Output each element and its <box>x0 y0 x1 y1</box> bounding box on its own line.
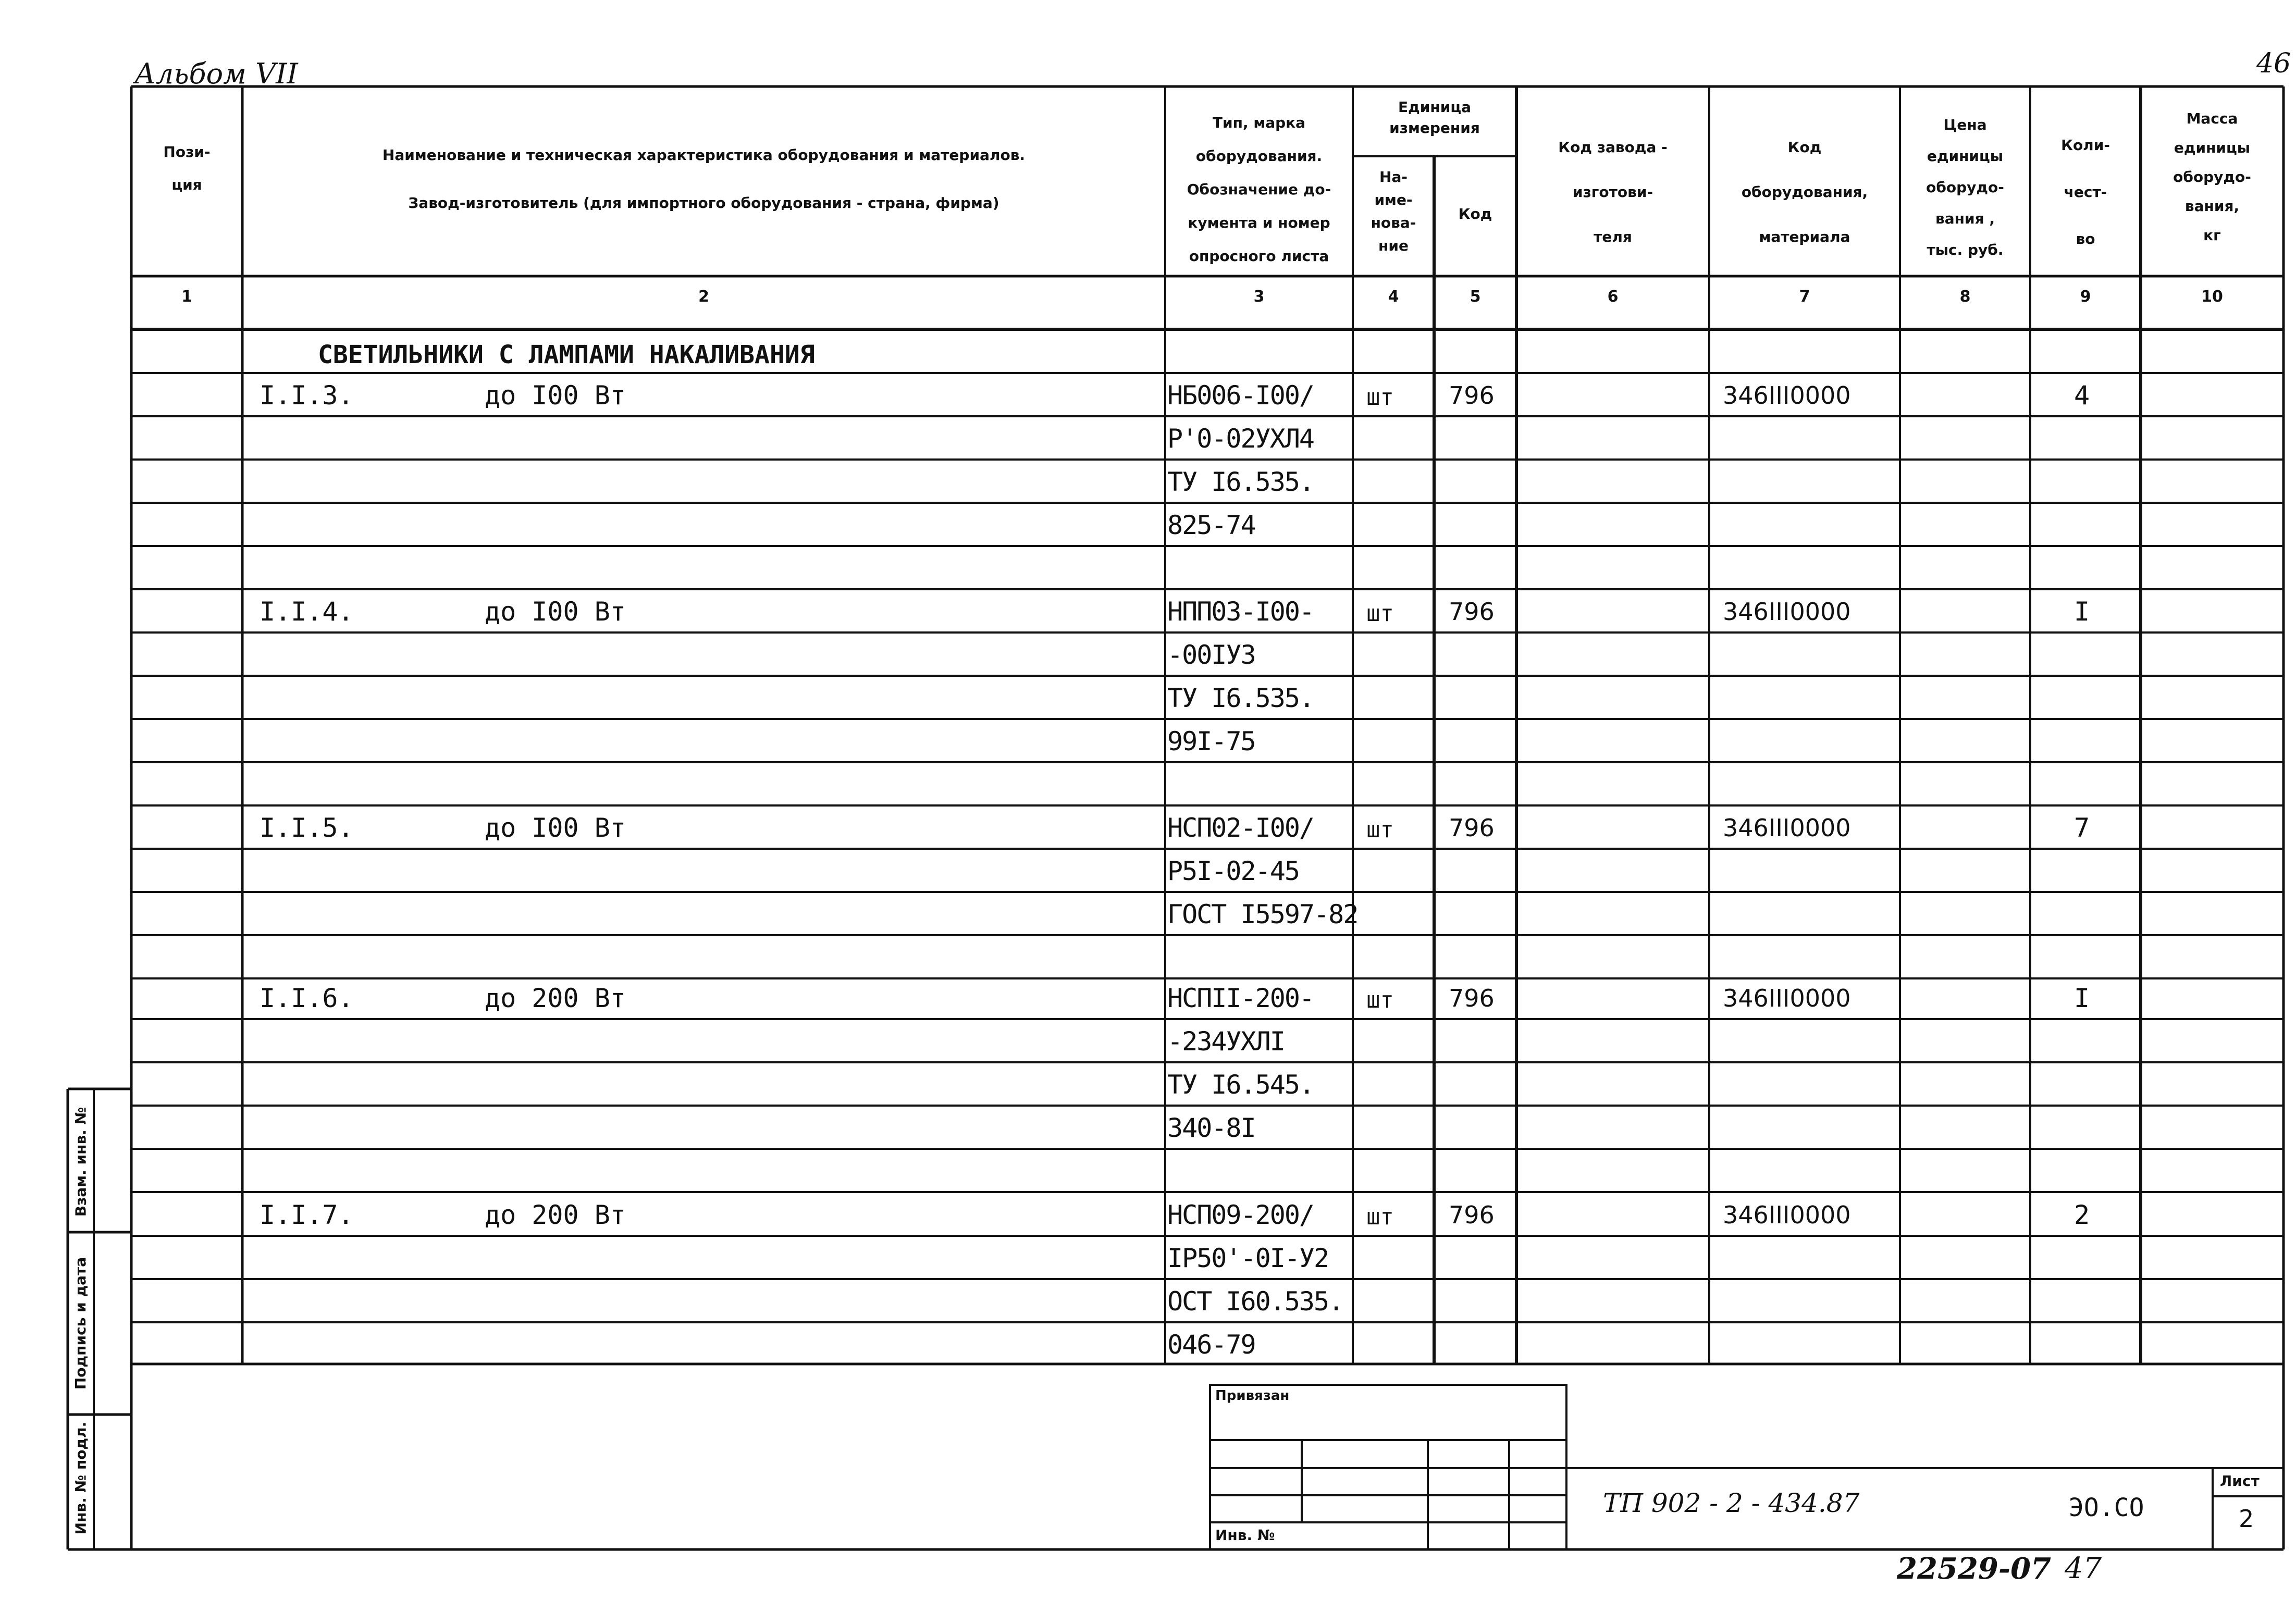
header-text: Код завода - <box>1558 139 1668 156</box>
column-number: 6 <box>1607 288 1619 306</box>
column-number: 5 <box>1470 288 1481 306</box>
item-type-line: 340-8I <box>1167 1113 1255 1143</box>
item-type-line: НСП09-200/ <box>1167 1200 1314 1230</box>
header-text: ция <box>171 176 202 193</box>
item-type-line: 99I-75 <box>1167 726 1255 756</box>
item-position: I.I.3. <box>260 380 354 411</box>
item-type-line: ТУ I6.545. <box>1167 1070 1314 1100</box>
header-text: нова- <box>1371 214 1416 231</box>
item-name: до I00 Вт <box>485 813 626 843</box>
item-type-line: НСПII-200- <box>1167 983 1314 1013</box>
item-name: до 200 Вт <box>485 1200 626 1230</box>
item-quantity: I <box>2074 983 2090 1013</box>
header-text: оборудования. <box>1195 147 1323 165</box>
item-unit: шт <box>1366 987 1394 1013</box>
stamp-inv-no: Инв. № <box>1215 1527 1275 1544</box>
header-text: име- <box>1374 191 1413 208</box>
album-label: Альбом VII <box>134 57 298 90</box>
item-unit: шт <box>1366 600 1394 627</box>
header-text: ние <box>1378 237 1409 254</box>
item-name: до 200 Вт <box>485 983 626 1013</box>
column-number: 8 <box>1959 288 1971 306</box>
stamp-attached: Привязан <box>1215 1388 1290 1404</box>
item-type-line: ГОСТ I5597-82 <box>1167 899 1358 929</box>
column-number: 10 <box>2201 288 2223 306</box>
header-text: Тип, марка <box>1212 114 1306 131</box>
header-text: единицы <box>1927 147 2004 165</box>
item-quantity: I <box>2074 597 2090 627</box>
header-unit-code: Код <box>1458 205 1492 222</box>
item-equipment-code: 346III0000 <box>1723 814 1851 842</box>
side-label-replace-inv: Взам. инв. № <box>72 1107 90 1217</box>
archive-number: 22529-07 <box>1897 1552 2051 1586</box>
item-type-line: Р5I-02-45 <box>1167 856 1299 886</box>
header-text: Пози- <box>163 143 211 160</box>
item-quantity: 2 <box>2074 1200 2090 1230</box>
side-label-signature-date: Подпись и дата <box>72 1257 89 1390</box>
header-text: Масса <box>2186 110 2238 127</box>
header-text: материала <box>1759 228 1850 245</box>
item-equipment-code: 346III0000 <box>1723 381 1851 410</box>
header-text: Обозначение до- <box>1187 181 1331 198</box>
column-number: 1 <box>181 288 192 306</box>
archive-page: 47 <box>2065 1552 2102 1585</box>
header-text: тыс. руб. <box>1927 241 2004 258</box>
item-type-line: НСП02-I00/ <box>1167 813 1314 843</box>
item-quantity: 7 <box>2074 813 2090 843</box>
header-text: Код <box>1787 139 1822 156</box>
item-position: I.I.6. <box>260 983 354 1013</box>
sheet-number: 2 <box>2239 1505 2254 1533</box>
column-number: 4 <box>1388 288 1399 306</box>
header-text: Единица <box>1398 98 1471 116</box>
header-text: вания, <box>2184 197 2240 215</box>
item-type-line: НБ006-I00/ <box>1167 380 1314 411</box>
header-text: Наименование и техническая характеристика оборудования и материалов. <box>382 146 1026 164</box>
header-text: теля <box>1594 228 1632 245</box>
header-text: вания , <box>1935 210 1995 227</box>
item-position: I.I.5. <box>260 813 354 843</box>
item-unit: шт <box>1366 1204 1394 1230</box>
column-number: 9 <box>2080 288 2091 306</box>
header-text: На- <box>1379 168 1408 185</box>
item-unit-code: 796 <box>1449 381 1495 410</box>
header-text: чест- <box>2064 183 2107 201</box>
item-type-line: -234УХЛI <box>1167 1026 1285 1057</box>
item-position: I.I.7. <box>260 1200 354 1230</box>
item-type-line: -00IУ3 <box>1167 640 1255 670</box>
section-code: ЭО.СО <box>2069 1493 2144 1522</box>
item-unit: шт <box>1366 384 1394 411</box>
item-type-line: ОСТ I60.535. <box>1167 1286 1343 1317</box>
header-text: изготови- <box>1572 183 1653 201</box>
header-text: Коли- <box>2061 137 2110 154</box>
header-text: Цена <box>1943 116 1987 133</box>
sheet-label: Лист <box>2220 1472 2260 1490</box>
item-type-line: НПП03-I00- <box>1167 597 1314 627</box>
item-type-line: IP50'-0I-У2 <box>1167 1243 1329 1273</box>
item-name: до I00 Вт <box>485 380 626 411</box>
header-text: оборудования, <box>1741 183 1868 201</box>
page-number: 46 <box>2256 48 2291 79</box>
header-text: измерения <box>1389 119 1480 137</box>
item-position: I.I.4. <box>260 597 354 627</box>
item-unit-code: 796 <box>1449 598 1495 626</box>
column-number: 7 <box>1799 288 1810 306</box>
document-code: ТП 902 - 2 - 434.87 <box>1603 1488 1860 1518</box>
column-number: 3 <box>1253 288 1265 306</box>
item-equipment-code: 346III0000 <box>1723 984 1851 1012</box>
header-text: кумента и номер <box>1188 214 1330 231</box>
item-unit-code: 796 <box>1449 1201 1495 1229</box>
header-text: во <box>2076 230 2095 247</box>
item-unit: шт <box>1366 816 1394 843</box>
column-number-row <box>0 0 2296 329</box>
header-text: единицы <box>2174 139 2251 156</box>
section-title: СВЕТИЛЬНИКИ С ЛАМПАМИ НАКАЛИВАНИЯ <box>318 340 815 369</box>
column-number: 2 <box>698 288 709 306</box>
item-equipment-code: 346III0000 <box>1723 1201 1851 1229</box>
header-text: оборудо- <box>1926 179 2004 196</box>
item-type-line: 046-79 <box>1167 1330 1255 1360</box>
header-text: оборудо- <box>2173 168 2251 185</box>
item-type-line: 825-74 <box>1167 510 1255 540</box>
item-type-line: ТУ I6.535. <box>1167 467 1314 497</box>
item-quantity: 4 <box>2074 380 2090 411</box>
item-equipment-code: 346III0000 <box>1723 598 1851 626</box>
side-stamp <box>68 1089 94 1549</box>
side-label-original-inv: Инв. № подл. <box>72 1421 90 1535</box>
item-type-line: ТУ I6.535. <box>1167 683 1314 713</box>
header-text: опросного листа <box>1189 247 1329 265</box>
header-text: кг <box>2203 227 2221 244</box>
item-name: до I00 Вт <box>485 597 626 627</box>
header-text: Завод-изготовитель (для импортного оборудования - страна, фирма) <box>408 194 999 212</box>
item-unit-code: 796 <box>1449 814 1495 842</box>
item-unit-code: 796 <box>1449 984 1495 1012</box>
item-type-line: Р'0-02УХЛ4 <box>1167 424 1314 454</box>
